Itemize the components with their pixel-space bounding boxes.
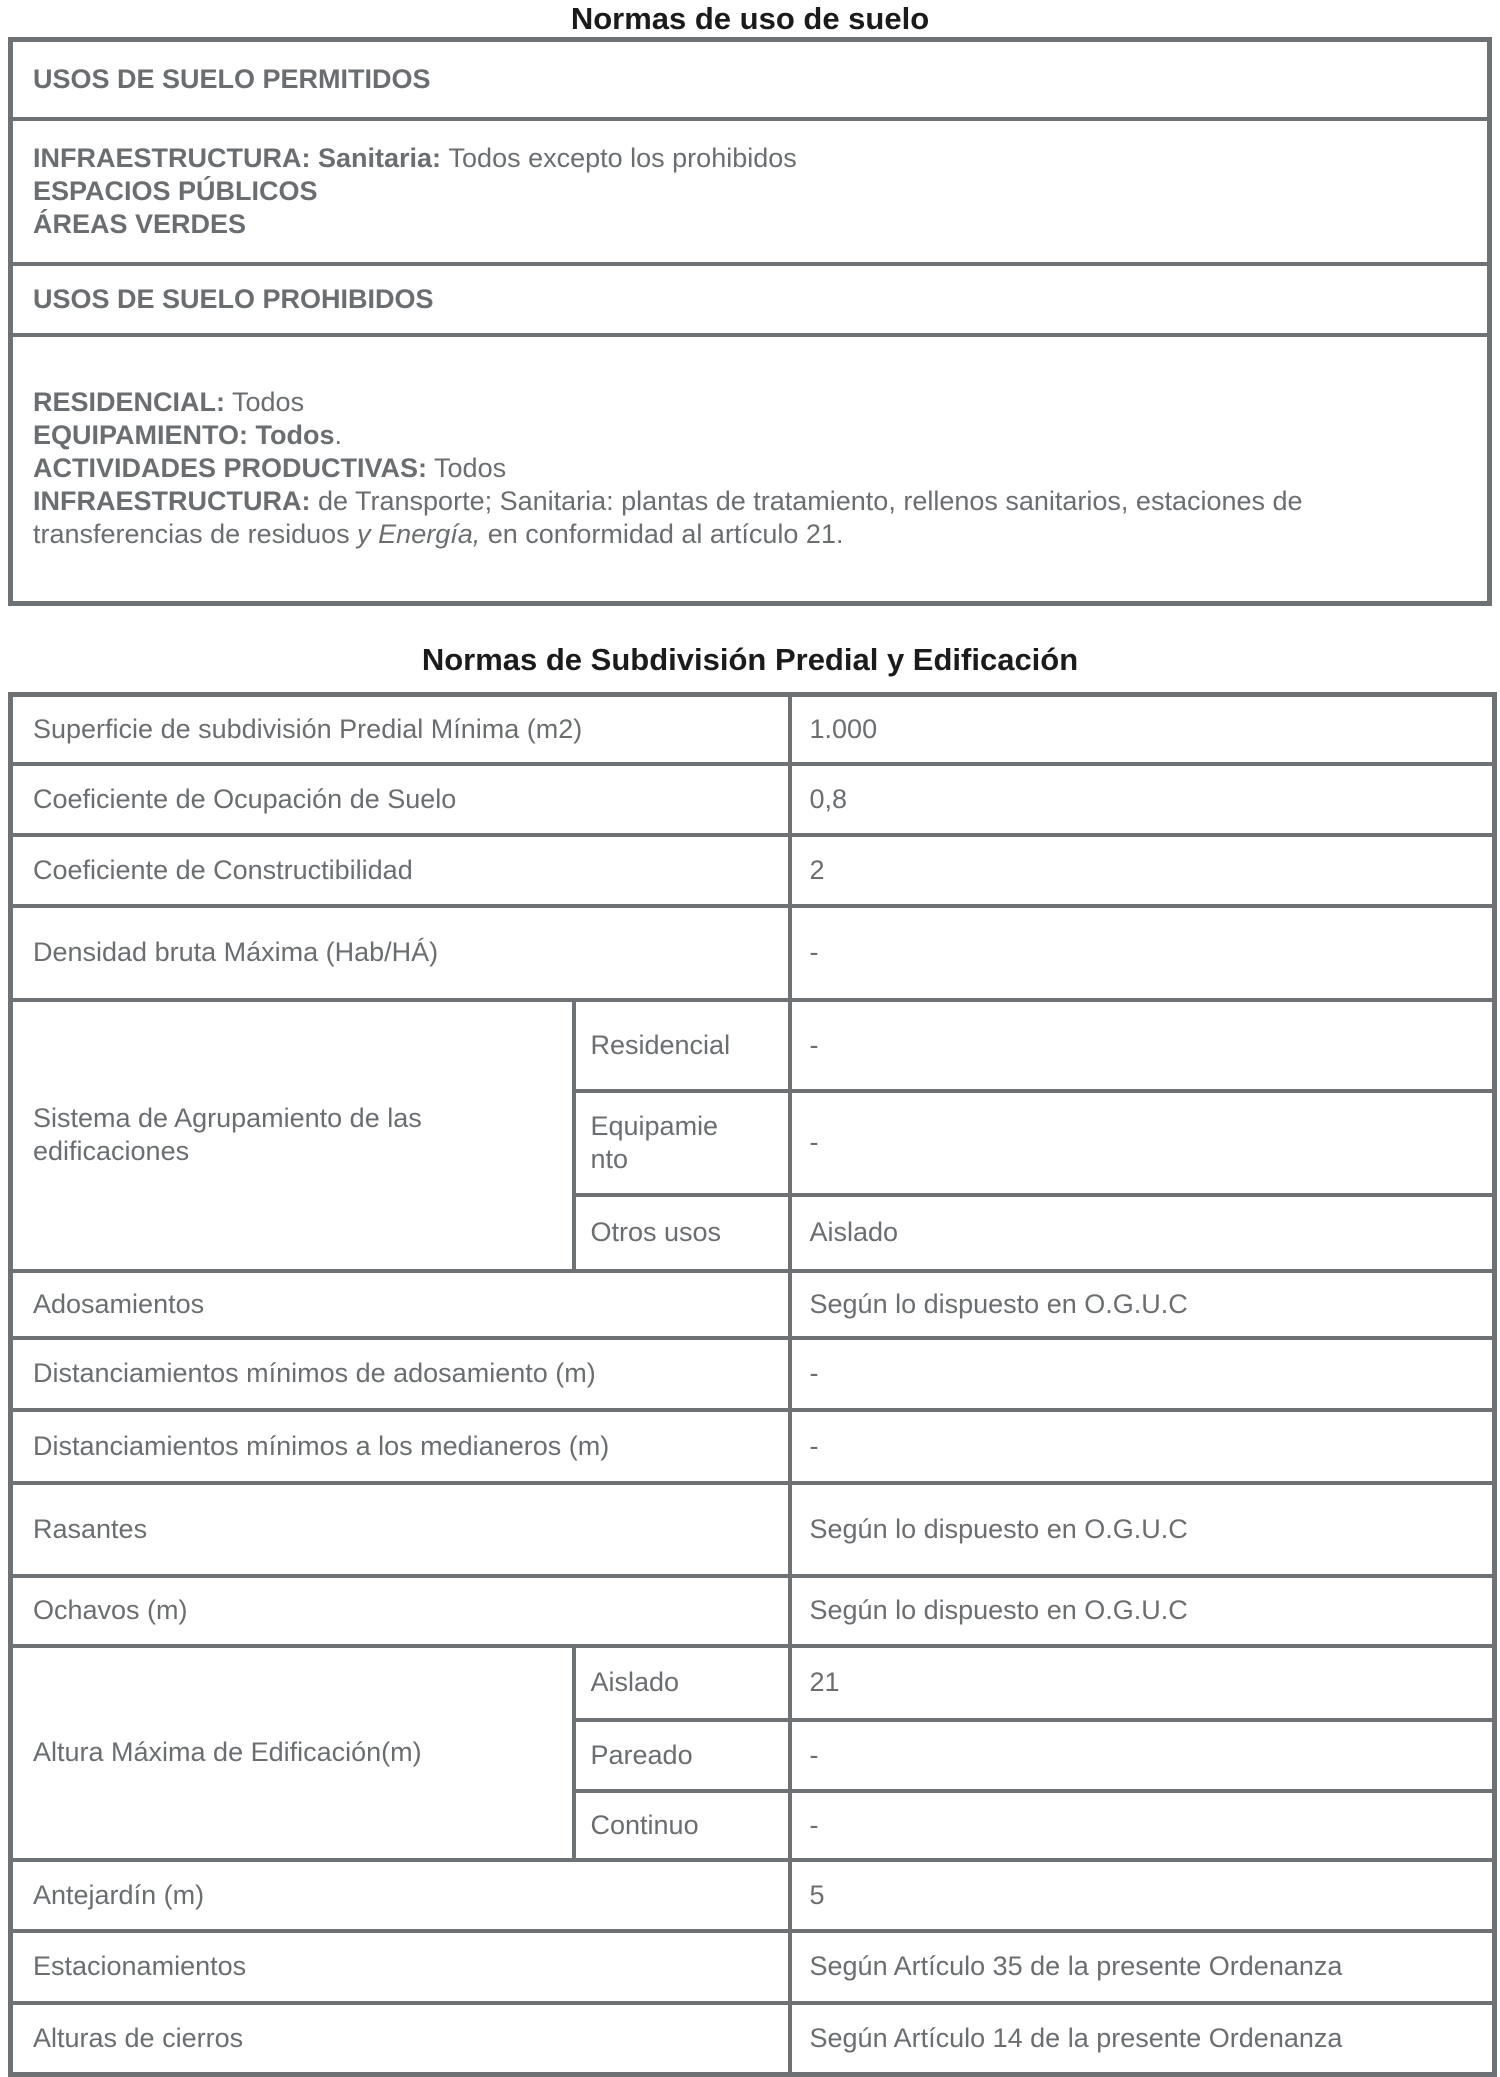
row-label: Densidad bruta Máxima (Hab/HÁ) <box>11 906 790 1000</box>
row-rasantes <box>11 1483 1495 1576</box>
subrow-label: Pareado <box>574 1720 790 1791</box>
row-value: Según lo dispuesto en O.G.U.C <box>790 1483 1495 1576</box>
row-label: Distanciamientos mínimos de adosamiento (m) <box>11 1338 790 1410</box>
row-value: Según Artículo 35 de la presente Ordenanza <box>790 1931 1495 2003</box>
section-label-sistema: Sistema de Agrupamiento de las edificaciones <box>11 1000 574 1271</box>
row-dist-medianeros <box>11 1410 1495 1483</box>
subrow-label: Otros usos <box>574 1195 790 1271</box>
table-row-prohibidos-content <box>11 335 1490 604</box>
row-label: Coeficiente de Constructibilidad <box>11 835 790 906</box>
section-label-altura: Altura Máxima de Edificación(m) <box>11 1646 574 1860</box>
subrow-label: Continuo <box>574 1791 790 1860</box>
row-label: Distanciamientos mínimos a los medianeros (m) <box>11 1410 790 1483</box>
row-sistema-residencial <box>11 1000 1495 1091</box>
usos-de-suelo-table <box>8 37 1492 606</box>
subrow-value: 21 <box>790 1646 1495 1720</box>
normas-subdivision-table <box>8 692 1497 2077</box>
prohibidos-header-cell: USOS DE SUELO PROHIBIDOS <box>11 264 1490 335</box>
row-dist-adosamiento <box>11 1338 1495 1410</box>
row-label: Rasantes <box>11 1483 790 1576</box>
text-line: EQUIPAMIENTO: Todos. <box>33 420 343 451</box>
row-label: Coeficiente de Ocupación de Suelo <box>11 764 790 835</box>
subrow-value: - <box>790 1091 1495 1195</box>
row-label: Superficie de subdivisión Predial Mínima (m2) <box>11 695 790 764</box>
row-label: Adosamientos <box>11 1271 790 1338</box>
row-label: Estacionamientos <box>11 1931 790 2003</box>
row-densidad <box>11 906 1495 1000</box>
row-alturas-cierros <box>11 2003 1495 2075</box>
row-label: Antejardín (m) <box>11 1860 790 1931</box>
subrow-value: - <box>790 1720 1495 1791</box>
text-line: INFRAESTRUCTURA: Sanitaria: Todos excepto los prohibidos <box>33 142 797 173</box>
row-value: 5 <box>790 1860 1495 1931</box>
title-normas-subdivision: Normas de Subdivisión Predial y Edificación <box>421 642 1079 677</box>
text-line: ACTIVIDADES PRODUCTIVAS: Todos <box>33 453 507 484</box>
row-label: Alturas de cierros <box>11 2003 790 2075</box>
row-estacionamientos <box>11 1931 1495 2003</box>
subrow-label: Aislado <box>574 1646 790 1720</box>
row-value: 0,8 <box>790 764 1495 835</box>
row-coef-ocupacion <box>11 764 1495 835</box>
row-value: - <box>790 1410 1495 1483</box>
row-value: Según lo dispuesto en O.G.U.C <box>790 1271 1495 1338</box>
permitidos-header-cell: USOS DE SUELO PERMITIDOS <box>11 40 1490 119</box>
text-line: RESIDENCIAL: Todos <box>33 387 305 418</box>
permitidos-content-cell <box>11 119 1490 264</box>
row-superficie <box>11 695 1495 764</box>
row-value: Según lo dispuesto en O.G.U.C <box>790 1576 1495 1646</box>
row-value: - <box>790 1338 1495 1410</box>
text-line: ÁREAS VERDES <box>33 208 247 239</box>
row-value: 1.000 <box>790 695 1495 764</box>
text-line: ESPACIOS PÚBLICOS <box>33 175 318 206</box>
table-row-prohibidos-header <box>11 264 1490 335</box>
row-value: 2 <box>790 835 1495 906</box>
subrow-value: - <box>790 1791 1495 1860</box>
subrow-value: - <box>790 1000 1495 1091</box>
row-altura-aislado <box>11 1646 1495 1720</box>
row-value: - <box>790 906 1495 1000</box>
row-adosamientos <box>11 1271 1495 1338</box>
text-line: INFRAESTRUCTURA: de Transporte; Sanitaria: plantas de tratamiento, rellenos sanitarios, estaciones de transferencias de residuos y Energía, en conformidad al artículo 21. <box>33 486 1303 550</box>
row-label: Ochavos (m) <box>11 1576 790 1646</box>
row-antejardin <box>11 1860 1495 1931</box>
subrow-value: Aislado <box>790 1195 1495 1271</box>
subrow-label: Residencial <box>574 1000 790 1091</box>
subrow-label: Equipamiento <box>574 1091 790 1195</box>
row-value: Según Artículo 14 de la presente Ordenanza <box>790 2003 1495 2075</box>
title-normas-uso-suelo: Normas de uso de suelo <box>570 1 930 36</box>
row-ochavos <box>11 1576 1495 1646</box>
table-row-permitidos-header <box>11 40 1490 119</box>
prohibidos-content-cell <box>11 335 1490 604</box>
table-row-permitidos-content <box>11 119 1490 264</box>
row-coef-constructibilidad <box>11 835 1495 906</box>
